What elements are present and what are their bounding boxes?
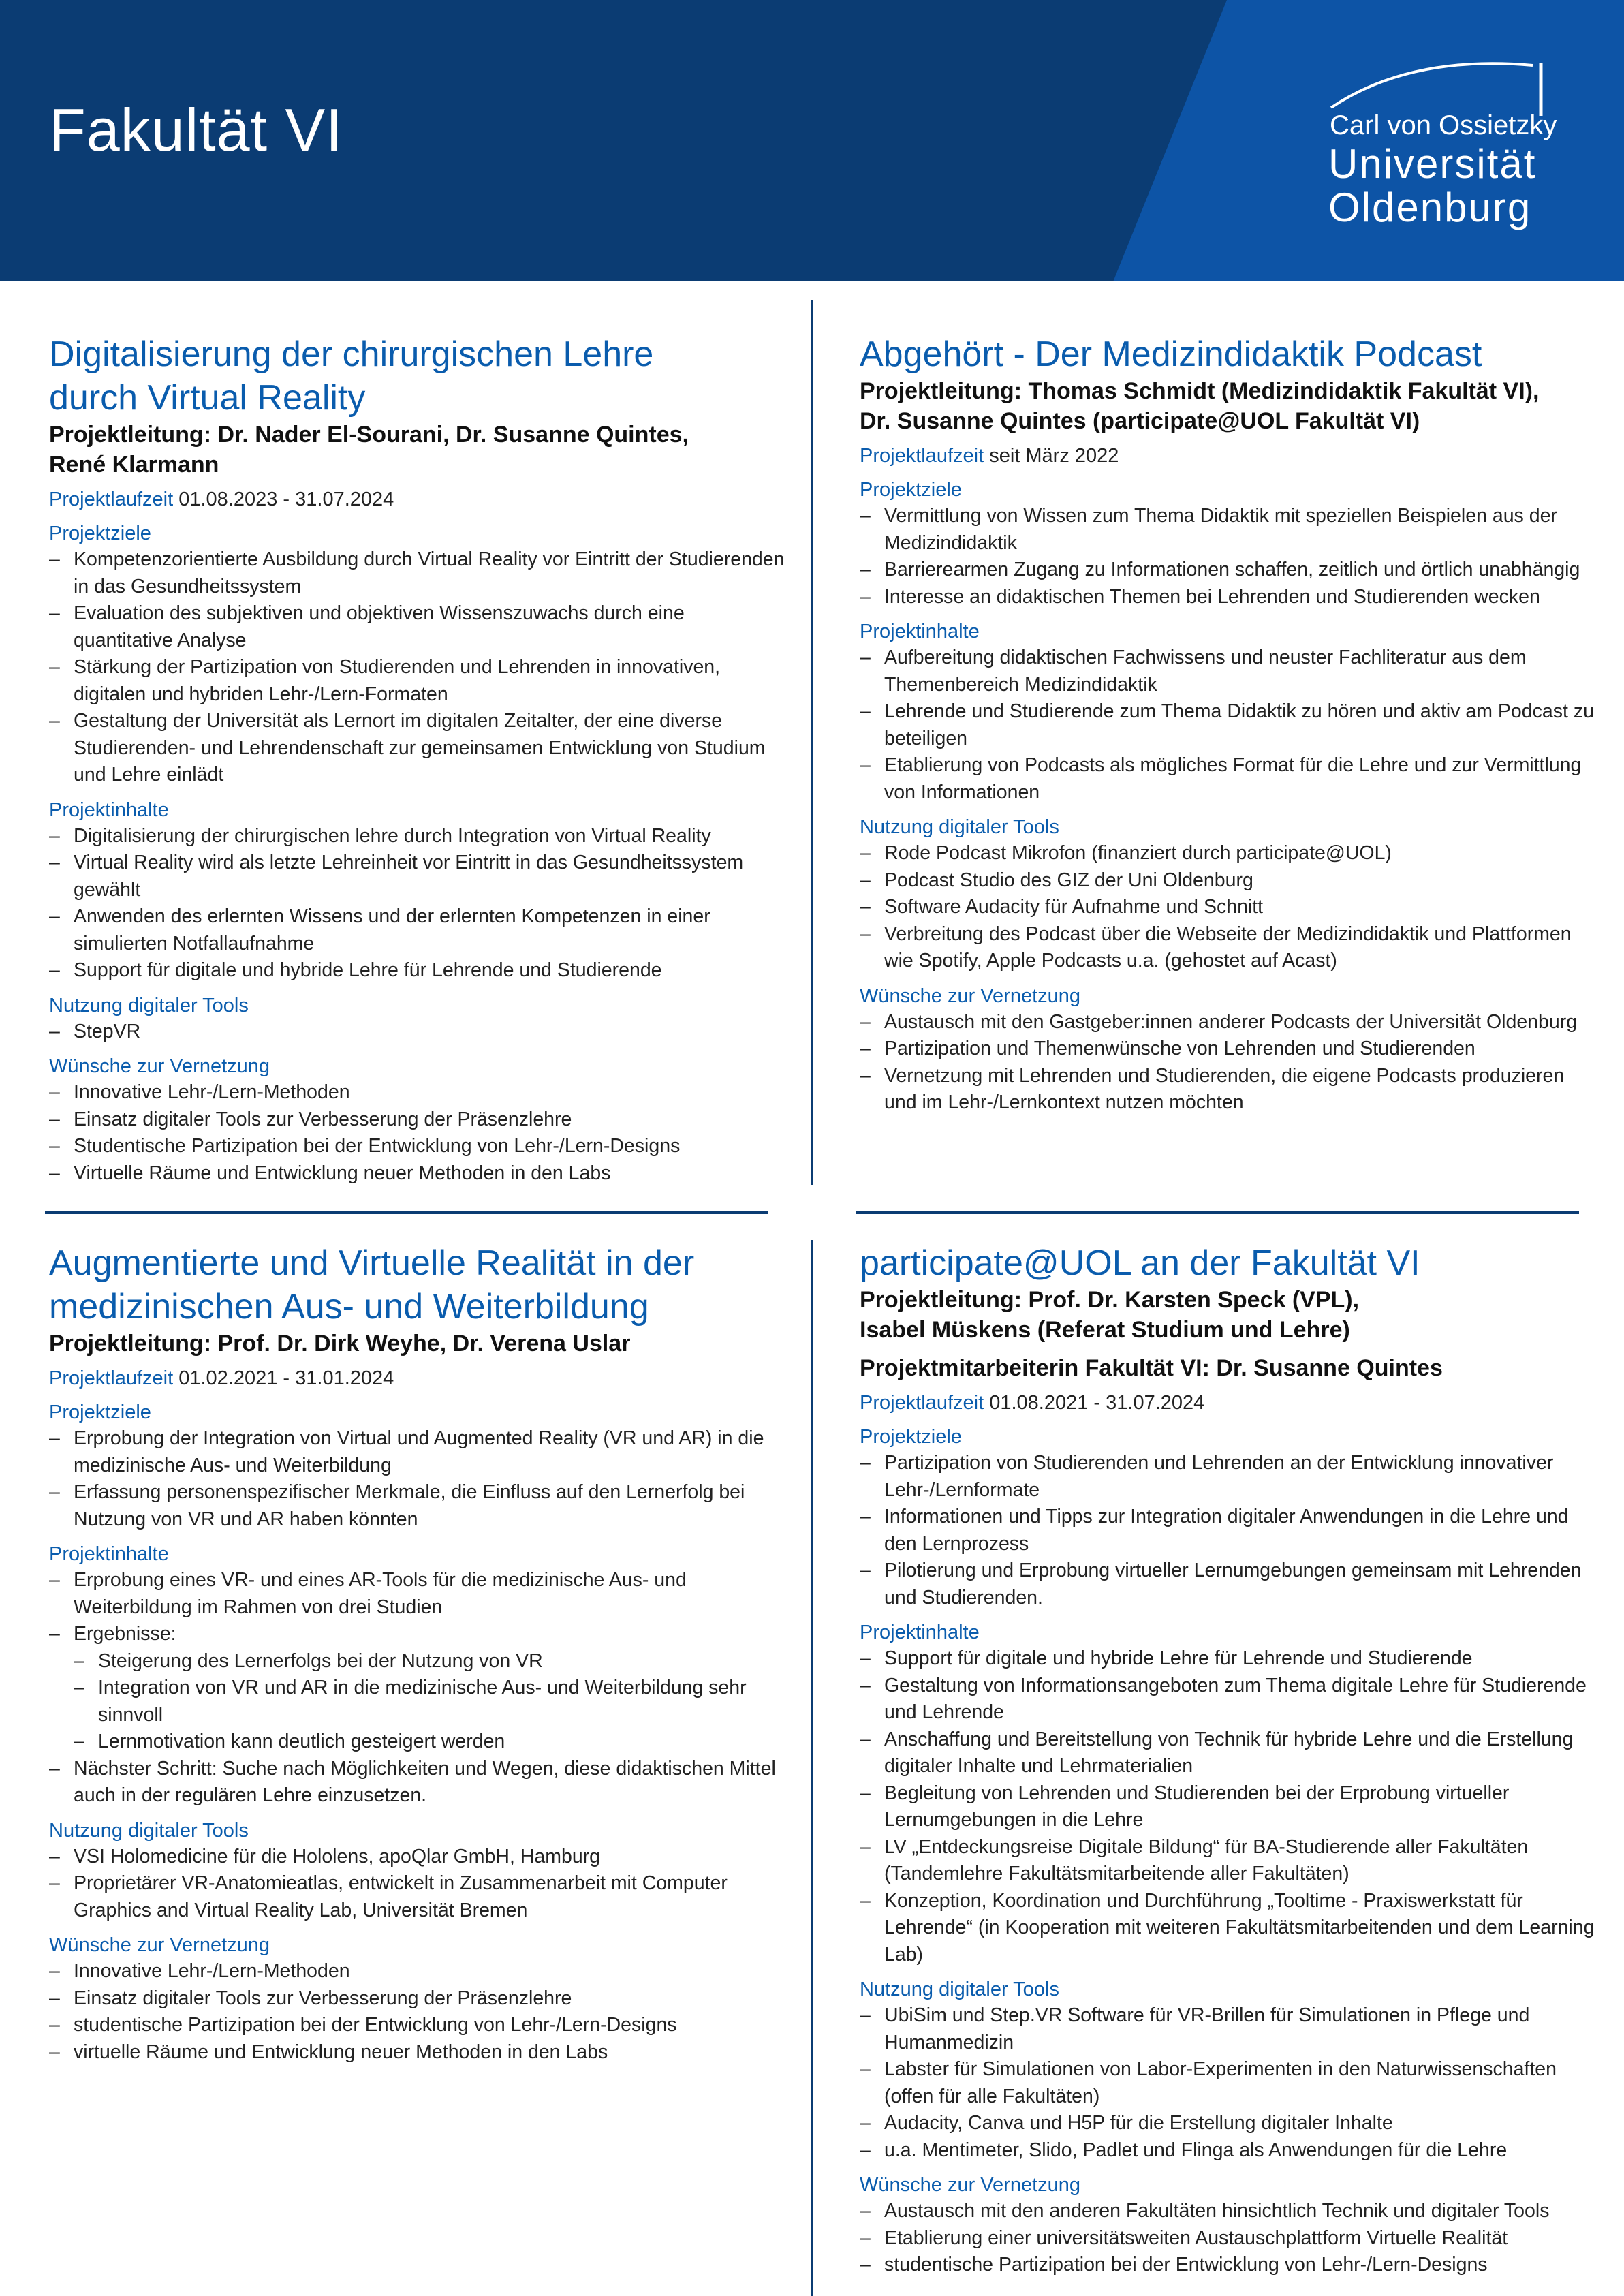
logo-line-1: Carl von Ossietzky <box>1330 110 1557 140</box>
list-item: – Nächster Schritt: Suche nach Möglichkeiten und Wegen, diese didaktischen Mittel auch in der regulären Lehre einzusetzen. <box>49 1756 785 1810</box>
network-list <box>49 1958 785 2066</box>
page-header <box>0 0 1624 281</box>
list-item: – u.a. Mentimeter, Slido, Padlet und Flinga als Anwendungen für die Lehre <box>860 2137 1595 2165</box>
list-item: – Austausch mit den anderen Fakultäten hinsichtlich Technik und digitaler Tools <box>860 2198 1595 2225</box>
project-runtime <box>860 443 1595 469</box>
section-heading: Projektziele <box>860 479 962 501</box>
list-item: – Austausch mit den Gastgeber:innen anderer Podcasts der Universität Oldenburg <box>860 1009 1595 1036</box>
list-item: – studentische Partizipation bei der Entwicklung von Lehr-/Lern-Designs <box>49 2012 785 2039</box>
list-item: – Virtuelle Räume und Entwicklung neuer Methoden in den Labs <box>49 1160 785 1188</box>
list-item: – Support für digitale und hybride Lehre für Lehrende und Studierende <box>49 957 785 984</box>
network-list <box>860 2198 1595 2279</box>
section-heading: Nutzung digitaler Tools <box>49 994 249 1017</box>
list-item: – Partizipation von Studierenden und Lehrenden an der Entwicklung innovativer Lehr-/Lernformate <box>860 1450 1595 1504</box>
section-divider-right <box>856 1211 1579 1214</box>
results-sublist <box>74 1648 785 1756</box>
logo-line-3: Oldenburg <box>1328 185 1532 230</box>
title-line: participate@UOL an der Fakultät VI <box>860 1243 1420 1283</box>
list-item: – VSI Holomedicine für die Hololens, apoQlar GmbH, Hamburg <box>49 1844 785 1871</box>
sublist-item: – Steigerung des Lernerfolgs bei der Nutzung von VR <box>74 1648 785 1675</box>
list-item: – Lehrende und Studierende zum Thema Didaktik zu hören und aktiv am Podcast zu beteiligen <box>860 698 1595 752</box>
list-item: – LV „Entdeckungsreise Digitale Bildung“ für BA-Studierende aller Fakultäten (Tandemlehre Fakultätsmitarbeitende aller Fakultäten) <box>860 1834 1595 1888</box>
lead-line: Projektleitung: Prof. Dr. Karsten Speck (VPL), <box>860 1287 1360 1313</box>
runtime-value: 01.02.2021 - 31.01.2024 <box>173 1367 394 1389</box>
section-heading: Wünsche zur Vernetzung <box>49 1934 270 1956</box>
goals-list <box>49 546 785 789</box>
title-line: medizinischen Aus- und Weiterbildung <box>49 1287 649 1327</box>
list-item: – Einsatz digitaler Tools zur Verbesserung der Präsenzlehre <box>49 1106 785 1134</box>
project-title <box>860 332 1595 376</box>
list-item: – Erprobung der Integration von Virtual und Augmented Reality (VR und AR) in die medizinische Aus- und Weiterbildung <box>49 1425 785 1479</box>
logo-line-2: Universität <box>1328 141 1537 187</box>
list-item: – Audacity, Canva und H5P für die Erstellung digitaler Inhalte <box>860 2110 1595 2137</box>
project-participate-uol <box>860 1241 1595 2279</box>
lead-line: Projektleitung: Dr. Nader El-Sourani, Dr. Susanne Quintes, <box>49 422 689 448</box>
title-line: Augmentierte und Virtuelle Realität in der <box>49 1243 695 1283</box>
lead-line: Projektleitung: Thomas Schmidt (Medizindidaktik Fakultät VI), <box>860 378 1540 404</box>
section-heading: Projektinhalte <box>860 1622 980 1643</box>
logo-arc-icon <box>1328 48 1560 116</box>
list-item: – Rode Podcast Mikrofon (finanziert durch participate@UOL) <box>860 840 1595 867</box>
section-heading: Wünsche zur Vernetzung <box>860 984 1081 1007</box>
list-item: – Informationen und Tipps zur Integration digitaler Anwendungen in die Lehre und den Lernprozess <box>860 1504 1595 1557</box>
list-item: – Interesse an didaktischen Themen bei Lehrenden und Studierenden wecken <box>860 584 1595 611</box>
runtime-label: Projektlaufzeit <box>860 1392 984 1414</box>
section-heading: Projektinhalte <box>49 798 169 821</box>
project-runtime <box>860 1390 1595 1416</box>
project-vr-surgery <box>49 332 785 1187</box>
section-heading: Projektziele <box>49 1401 151 1423</box>
faculty-title: Fakultät VI <box>49 96 343 164</box>
list-item: – Digitalisierung der chirurgischen lehre durch Integration von Virtual Reality <box>49 823 785 850</box>
network-list <box>860 1009 1595 1117</box>
section-heading: Wünsche zur Vernetzung <box>49 1055 270 1077</box>
list-item: – Verbreitung des Podcast über die Webseite der Medizindidaktik und Plattformen wie Spotify, Apple Podcasts u.a. (gehostet auf Acast) <box>860 921 1595 975</box>
goals-list <box>860 503 1595 610</box>
list-item: – Studentische Partizipation bei der Entwicklung von Lehr-/Lern-Designs <box>49 1133 785 1160</box>
list-item: – Evaluation des subjektiven und objektiven Wissenszuwachs durch eine quantitative Analyse <box>49 600 785 654</box>
list-item: – StepVR <box>49 1019 785 1046</box>
project-lead <box>49 1329 785 1359</box>
list-item: – Pilotierung und Erprobung virtueller Lernumgebungen gemeinsam mit Lehrenden und Studierenden. <box>860 1557 1595 1611</box>
column-divider-top <box>811 300 813 1185</box>
list-item: – Etablierung einer universitätsweiten Austauschplattform Virtuelle Realität <box>860 2225 1595 2252</box>
project-lead <box>860 1285 1595 1345</box>
list-item: – Anschaffung und Bereitstellung von Technik für hybride Lehre und die Erstellung digitaler Inhalte und Lehrmaterialien <box>860 1726 1595 1780</box>
list-item: – Erfassung personenspezifischer Merkmale, die Einfluss auf den Lernerfolg bei Nutzung von VR und AR haben könnten <box>49 1479 785 1533</box>
runtime-value: seit März 2022 <box>984 445 1119 467</box>
list-item: – Support für digitale und hybride Lehre für Lehrende und Studierende <box>860 1645 1595 1673</box>
goals-list <box>860 1450 1595 1611</box>
project-staff <box>860 1353 1595 1383</box>
section-heading: Nutzung digitaler Tools <box>860 816 1059 838</box>
list-item: – Stärkung der Partizipation von Studierenden und Lehrenden in innovativen, digitalen und hybriden Lehr-/Lern-Formaten <box>49 654 785 708</box>
list-item: – Podcast Studio des GIZ der Uni Oldenburg <box>860 867 1595 895</box>
project-runtime <box>49 1365 785 1391</box>
project-lead <box>860 376 1595 436</box>
title-line: durch Virtual Reality <box>49 378 366 418</box>
contents-list <box>860 1645 1595 1968</box>
list-item: – studentische Partizipation bei der Entwicklung von Lehr-/Lern-Designs <box>860 2252 1595 2279</box>
contents-list <box>49 823 785 984</box>
contents-list <box>49 1567 785 1810</box>
runtime-label: Projektlaufzeit <box>860 445 984 467</box>
list-item <box>49 1621 785 1756</box>
title-line: Abgehört - Der Medizindidaktik Podcast <box>860 335 1482 374</box>
runtime-label: Projektlaufzeit <box>49 1367 174 1389</box>
list-item: – Vermittlung von Wissen zum Thema Didaktik mit speziellen Beispielen aus der Medizindidaktik <box>860 503 1595 557</box>
runtime-label: Projektlaufzeit <box>49 488 174 510</box>
university-logo <box>1328 48 1557 230</box>
list-item: – Einsatz digitaler Tools zur Verbesserung der Präsenzlehre <box>49 1985 785 2013</box>
section-divider-left <box>45 1211 768 1214</box>
lead-line: Dr. Susanne Quintes (participate@UOL Fakultät VI) <box>860 408 1420 434</box>
list-item: – Anwenden des erlernten Wissens und der erlernten Kompetenzen in einer simulierten Notfallaufnahme <box>49 903 785 957</box>
contents-list <box>860 645 1595 806</box>
section-heading: Projektziele <box>49 523 151 544</box>
project-podcast <box>860 332 1595 1117</box>
list-item: – Etablierung von Podcasts als mögliches Format für die Lehre und zur Vermittlung von Informationen <box>860 752 1595 806</box>
list-item: – Kompetenzorientierte Ausbildung durch Virtual Reality vor Eintritt der Studierenden in das Gesundheitssystem <box>49 546 785 600</box>
list-item: – Gestaltung der Universität als Lernort im digitalen Zeitalter, der eine diverse Studierenden- und Lehrendenschaft zur gemeinsamen Entwicklung von Studium und Lehre einlädt <box>49 708 785 789</box>
list-item: – Proprietärer VR-Anatomieatlas, entwickelt in Zusammenarbeit mit Computer Graphics and Virtual Reality Lab, Universität Bremen <box>49 1870 785 1924</box>
goals-list <box>49 1425 785 1533</box>
project-title <box>49 1241 785 1329</box>
section-heading: Projektinhalte <box>49 1543 169 1565</box>
list-item: – Aufbereitung didaktischen Fachwissens und neuster Fachliteratur aus dem Themenbereich Medizindidaktik <box>860 645 1595 698</box>
list-item: – Konzeption, Koordination und Durchführung „Tooltime - Praxiswerkstatt für Lehrende“ (in Kooperation mit weiteren Fakultätsmitarbeitenden und dem Learning Lab) <box>860 1888 1595 1969</box>
column-divider-bottom <box>811 1240 813 2296</box>
list-item: – UbiSim und Step.VR Software für VR-Brillen für Simulationen in Pflege und Humanmedizin <box>860 2002 1595 2056</box>
list-item: – Gestaltung von Informationsangeboten zum Thema digitale Lehre für Studierende und Lehrende <box>860 1673 1595 1726</box>
sublist-item: – Lernmotivation kann deutlich gesteigert werden <box>74 1728 785 1756</box>
lead-line: Projektleitung: Prof. Dr. Dirk Weyhe, Dr. Verena Uslar <box>49 1331 631 1356</box>
section-heading: Projektinhalte <box>860 621 980 642</box>
runtime-value: 01.08.2023 - 31.07.2024 <box>173 488 394 510</box>
tools-list <box>49 1019 785 1046</box>
lead-line: René Klarmann <box>49 452 219 478</box>
network-list <box>49 1079 785 1187</box>
tools-list <box>860 840 1595 975</box>
list-item: – Vernetzung mit Lehrenden und Studierenden, die eigene Podcasts produzieren und im Lehr-/Lernkontext nutzen möchten <box>860 1063 1595 1117</box>
list-item: – Erprobung eines VR- und eines AR-Tools für die medizinische Aus- und Weiterbildung im Rahmen von drei Studien <box>49 1567 785 1621</box>
project-title <box>860 1241 1595 1285</box>
section-heading: Nutzung digitaler Tools <box>49 1819 249 1842</box>
list-item: – Virtual Reality wird als letzte Lehreinheit vor Eintritt in das Gesundheitssystem gewählt <box>49 850 785 903</box>
list-item: – Labster für Simulationen von Labor-Experimenten in den Naturwissenschaften (offen für alle Fakultäten) <box>860 2056 1595 2110</box>
title-line: Digitalisierung der chirurgischen Lehre <box>49 335 654 374</box>
list-item: – Partizipation und Themenwünsche von Lehrenden und Studierenden <box>860 1036 1595 1063</box>
section-heading: Projektziele <box>860 1426 962 1448</box>
tools-list <box>860 2002 1595 2164</box>
list-item: – Innovative Lehr-/Lern-Methoden <box>49 1079 785 1106</box>
tools-list <box>49 1844 785 1925</box>
section-heading: Wünsche zur Vernetzung <box>860 2174 1081 2196</box>
project-title <box>49 332 785 420</box>
runtime-value: 01.08.2021 - 31.07.2024 <box>984 1392 1205 1414</box>
project-runtime <box>49 486 785 512</box>
sublist-item: – Integration von VR und AR in die medizinische Aus- und Weiterbildung sehr sinnvoll <box>74 1675 785 1728</box>
project-lead <box>49 420 785 480</box>
lead-line: Projektmitarbeiterin Fakultät VI: Dr. Susanne Quintes <box>860 1355 1443 1381</box>
list-item: – virtuelle Räume und Entwicklung neuer Methoden in den Labs <box>49 2039 785 2066</box>
lead-line: Isabel Müskens (Referat Studium und Lehre) <box>860 1317 1350 1343</box>
section-heading: Nutzung digitaler Tools <box>860 1979 1059 2000</box>
list-item: – Begleitung von Lehrenden und Studierenden bei der Erprobung virtueller Lernumgebungen in die Lehre <box>860 1780 1595 1834</box>
list-item: – Barrierearmen Zugang zu Informationen schaffen, zeitlich und örtlich unabhängig <box>860 557 1595 584</box>
list-item: – Software Audacity für Aufnahme und Schnitt <box>860 894 1595 921</box>
list-item-label: Ergebnisse: <box>74 1623 176 1645</box>
project-ar-vr-training <box>49 1241 785 2066</box>
list-item: – Innovative Lehr-/Lern-Methoden <box>49 1958 785 1985</box>
